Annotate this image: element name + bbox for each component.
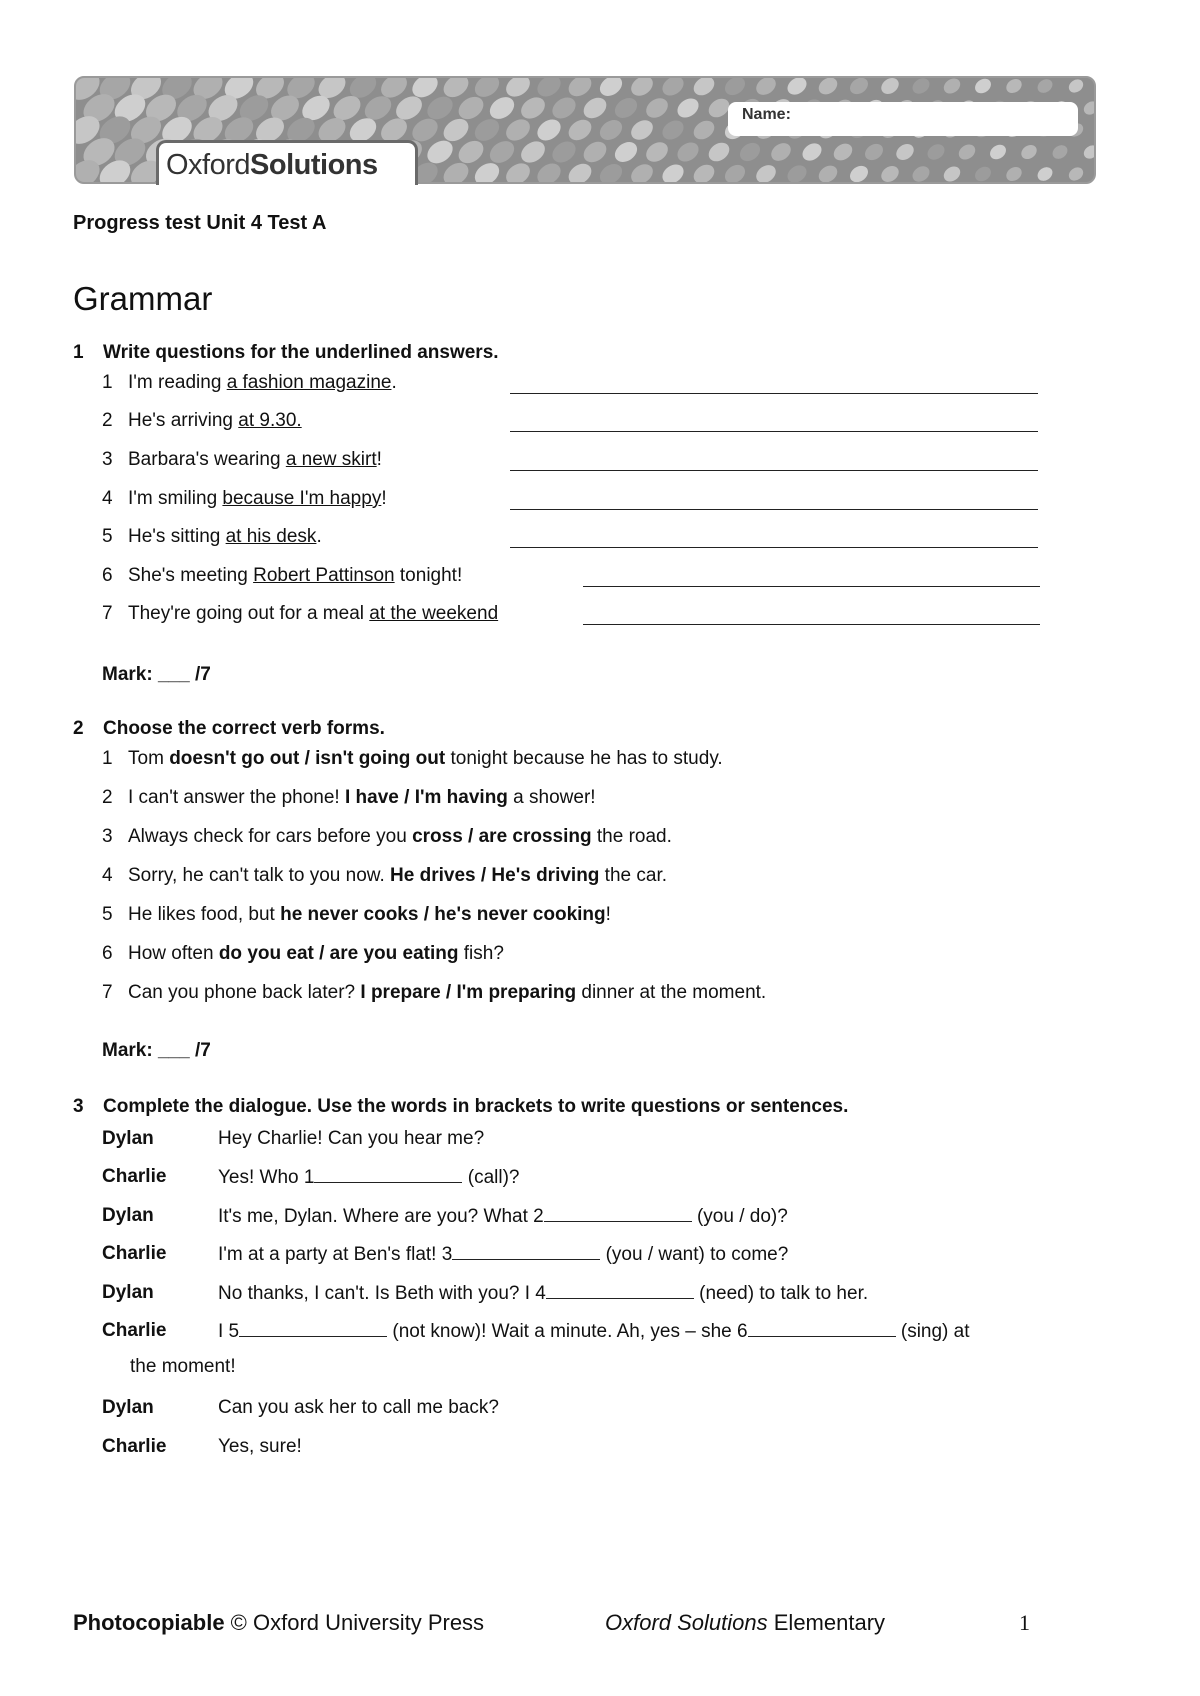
answer-gap[interactable] [546,1282,694,1299]
pattern-shape [486,93,519,124]
answer-line[interactable] [510,547,1038,548]
pattern-shape [753,78,779,99]
item-text: They're going out for a meal [128,603,370,624]
pattern-shape [596,78,626,100]
pattern-shape [486,137,519,168]
pattern-shape [580,94,611,123]
dialogue-line [218,1205,788,1228]
q1-item [102,488,387,510]
dialogue-line [218,1128,484,1150]
pattern-shape [642,138,671,166]
pattern-shape [831,140,856,164]
footer-photocopiable: Photocopiable [73,1610,225,1635]
dialogue-text: (need) to talk to her. [693,1283,869,1304]
underlined-answer: a fashion magazine [226,372,392,393]
answer-gap[interactable] [544,1205,692,1222]
pattern-shape [816,162,841,182]
underlined-answer: Robert Pattinson [253,565,395,586]
dialogue-text: (you / want) to come? [600,1244,789,1265]
pattern-shape [721,78,748,99]
answer-gap[interactable] [239,1320,387,1337]
brand-part1: Oxford [166,149,251,181]
q2-item [102,787,596,809]
answer-gap[interactable] [452,1243,600,1260]
speaker-name: Dylan [102,1282,154,1303]
item-number: 3 [102,826,113,847]
pattern-shape [972,164,994,182]
section-title: Grammar [73,280,213,317]
item-number: 7 [102,982,113,1003]
speaker-name: Charlie [102,1166,167,1187]
dialogue-text: (not know)! Wait a minute. Ah, yes – she 6 [387,1321,748,1342]
item-text: Can you phone back later? [128,982,361,1003]
pattern-shape [517,93,549,123]
item-text-end: . [316,526,322,547]
dialogue-text: It's me, Dylan. Where are you? What 2 [218,1206,544,1227]
verb-choice[interactable]: cross / are crossing [412,826,592,847]
underlined-answer: at his desk [225,526,317,547]
q2-item [102,904,611,926]
q1-number: 1 [73,342,84,363]
pattern-shape [533,159,564,182]
item-text-end: dinner at the moment. [576,982,767,1003]
pattern-shape [471,115,504,146]
item-text: He's sitting [128,526,226,547]
q3-number: 3 [73,1096,84,1117]
pattern-shape [565,160,596,182]
q1-item [102,565,462,587]
pattern-shape [627,116,656,144]
pattern-shape [956,141,978,162]
item-number: 1 [102,748,113,769]
pattern-shape [690,78,718,99]
q1-item [102,603,498,625]
pattern-shape [627,78,656,100]
pattern-shape [736,139,763,165]
item-number: 3 [102,449,113,470]
item-text-end: ! [381,488,387,509]
pattern-shape [1019,142,1040,162]
pattern-shape [565,78,596,100]
item-number: 5 [102,526,113,547]
speaker-name: Charlie [102,1320,167,1341]
answer-gap[interactable] [748,1320,896,1337]
verb-choice[interactable]: I have / I'm having [345,787,508,808]
item-text: Barbara's wearing [128,449,286,470]
pattern-shape [611,94,641,122]
pattern-shape [548,93,579,123]
q3-heading [73,1096,848,1118]
item-text-end: the car. [599,865,668,886]
verb-choice[interactable]: doesn't go out / isn't going out [169,748,446,769]
q3-instruction: Complete the dialogue. Use the words in brackets to write questions or sentences. [103,1096,849,1117]
footer-book-title: Oxford Solutions [605,1610,768,1635]
pattern-shape [1066,78,1085,95]
pattern-shape [753,161,779,182]
item-number: 4 [102,488,113,509]
pattern-shape [642,94,671,122]
item-text: Tom [128,748,170,769]
item-number: 4 [102,865,113,886]
dialogue-line [218,1166,519,1189]
item-text-end: the road. [591,826,672,847]
pattern-shape [972,78,994,96]
q2-instruction: Choose the correct verb forms. [103,718,385,739]
pattern-shape [1035,78,1055,96]
item-number: 1 [102,372,113,393]
item-text: He's arriving [128,410,239,431]
pattern-shape [533,78,564,101]
pattern-shape [659,78,687,99]
underlined-answer: at the weekend [369,603,499,624]
item-text: Always check for cars before you [128,826,413,847]
dialogue-line [218,1397,499,1419]
pattern-shape [1004,164,1025,182]
dialogue-text: Yes, sure! [218,1436,302,1457]
q2-number: 2 [73,718,84,739]
dialogue-text: (you / do)? [691,1206,788,1227]
underlined-answer: a new skirt [285,449,377,470]
item-text: He likes food, but [128,904,281,925]
pattern-shape [847,78,871,98]
verb-choice[interactable]: He drives / He's driving [390,865,600,886]
pattern-shape [878,163,902,182]
answer-line[interactable] [510,393,1038,394]
pattern-shape [627,160,656,182]
dialogue-text: I 5 [218,1321,240,1342]
item-number: 5 [102,904,113,925]
pattern-shape [1004,78,1025,96]
item-text-end: fish? [458,943,504,964]
footer-copyright [73,1610,484,1636]
pattern-shape [941,163,963,182]
pattern-shape [1081,143,1094,162]
item-text: She's meeting [128,565,254,586]
pattern-shape [1035,164,1055,182]
item-number: 6 [102,943,113,964]
answer-line[interactable] [510,470,1038,471]
item-text: I'm smiling [128,488,223,509]
pattern-shape [705,139,733,165]
pattern-shape [910,163,933,182]
name-label: Name: [742,106,791,123]
item-number: 6 [102,565,113,586]
pattern-shape [768,139,794,164]
dialogue-text: Can you ask her to call me back? [218,1397,499,1418]
pattern-shape [847,162,871,182]
pattern-shape [816,78,841,98]
item-text: I can't answer the phone! [128,787,345,808]
item-text: How often [128,943,219,964]
pattern-shape [1066,165,1085,182]
pattern-shape [1050,142,1070,161]
pattern-shape [862,140,886,163]
q2-mark: Mark: ___ /7 [102,1040,211,1061]
speaker-name: Charlie [102,1243,167,1264]
item-text-end: tonight! [394,565,463,586]
item-text-end: ! [605,904,611,925]
verb-choice[interactable]: he never cooks / he's never cooking [280,904,606,925]
pattern-shape [596,160,626,182]
underlined-answer: at 9.30. [238,410,302,431]
verb-choice[interactable]: do you eat / are you eating [218,943,459,964]
answer-line[interactable] [510,509,1038,510]
pattern-shape [659,117,687,144]
pattern-shape [910,78,933,97]
q1-item [102,372,397,394]
pattern-shape [1081,99,1094,118]
answer-line[interactable] [510,431,1038,432]
pattern-shape [784,78,810,98]
q2-item [102,748,723,770]
pattern-shape [580,138,611,167]
pattern-shape [565,116,596,145]
pattern-shape [674,95,702,122]
pattern-shape [799,140,825,164]
pattern-shape [721,161,748,182]
pattern-shape [548,137,579,167]
dialogue-text: (sing) at [895,1321,970,1342]
pattern-shape [941,78,963,97]
q2-item [102,865,667,887]
brand-part2: Solutions [250,149,378,181]
dialogue-text: Hey Charlie! Can you hear me? [218,1128,485,1149]
dialogue-line [218,1436,302,1458]
dialogue-line [218,1243,788,1266]
item-text: I'm reading [128,372,227,393]
q1-mark: Mark: ___ /7 [102,664,211,685]
pattern-shape [784,162,810,182]
page-number: 1 [1019,1610,1030,1635]
item-text-end: a shower! [507,787,596,808]
verb-choice[interactable]: I prepare / I'm preparing [360,982,577,1003]
q2-item [102,826,672,848]
pattern-shape [659,161,687,182]
pattern-shape [596,116,626,144]
footer [73,1610,1033,1640]
dialogue-line [218,1282,868,1305]
q2-item [102,943,504,965]
brand-logo [166,149,378,182]
item-number: 7 [102,603,113,624]
q1-instruction: Write questions for the underlined answers. [103,342,499,363]
speaker-name: Charlie [102,1436,167,1457]
dialogue-text: (call)? [462,1167,520,1188]
q1-heading [73,342,499,364]
pattern-shape [690,117,718,143]
item-text-end: tonight because he has to study. [445,748,723,769]
dialogue-text: Yes! Who 1 [218,1167,315,1188]
footer-book [605,1610,885,1636]
pattern-shape [925,141,948,163]
dialogue-text: the moment! [130,1356,236,1377]
pattern-shape [502,115,534,145]
speaker-name: Dylan [102,1205,154,1226]
dialogue-line [130,1356,236,1378]
test-title: Progress test Unit 4 Test A [73,212,327,234]
speaker-name: Dylan [102,1128,154,1149]
pattern-shape [674,139,702,166]
underlined-answer: because I'm happy [222,488,382,509]
dialogue-text: No thanks, I can't. Is Beth with you? I 4 [218,1283,546,1304]
footer-press: © Oxford University Press [224,1610,485,1635]
answer-gap[interactable] [314,1166,462,1183]
q1-item [102,449,382,471]
item-number: 2 [102,410,113,431]
q2-heading [73,718,385,740]
pattern-shape [893,141,917,163]
item-text-end: . [391,372,397,393]
item-number: 2 [102,787,113,808]
item-text-end: ! [376,449,382,470]
dialogue-text: I'm at a party at Ben's flat! 3 [218,1244,453,1265]
pattern-shape [987,142,1009,163]
answer-line[interactable] [583,586,1040,587]
footer-book-level: Elementary [767,1610,886,1635]
speaker-name: Dylan [102,1397,154,1418]
q1-item [102,410,302,432]
q2-item [102,982,766,1004]
pattern-shape [611,138,641,166]
pattern-shape [878,78,902,97]
pattern-shape [690,161,718,182]
dialogue-line [218,1320,970,1343]
pattern-shape [517,137,549,167]
item-text: Sorry, he can't talk to you now. [128,865,391,886]
pattern-shape [533,115,564,145]
answer-line[interactable] [583,624,1040,625]
q1-item [102,526,322,548]
